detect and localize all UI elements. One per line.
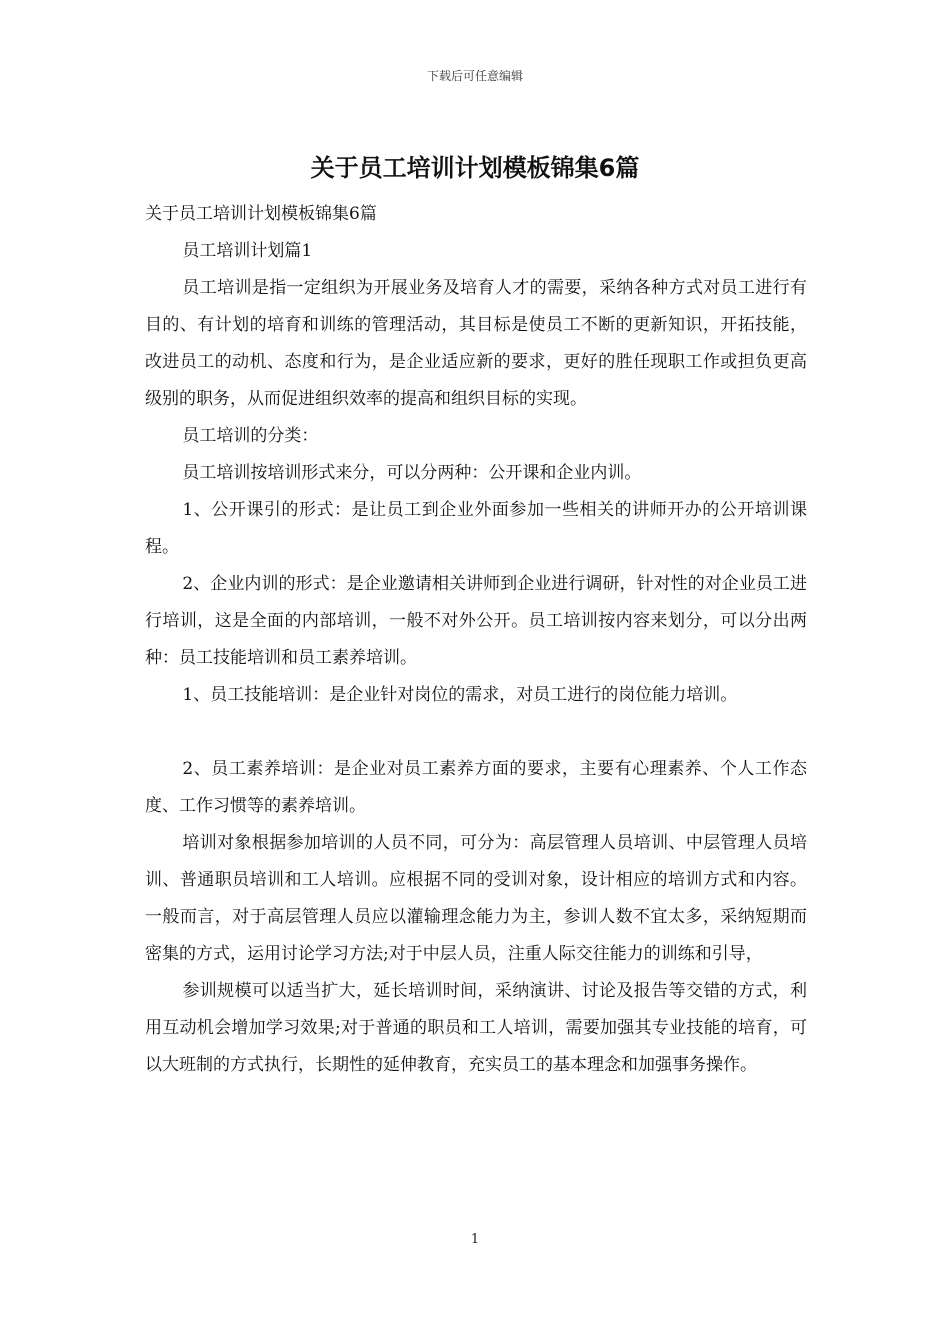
header-note: 下载后可任意编辑 — [426, 69, 523, 83]
paragraph: 员工培训的分类： — [182, 426, 319, 446]
paragraph: 1、员工技能培训：是企业针对岗位的需求，对员工进行的岗位能力培训。 — [182, 685, 738, 705]
paragraph: 1、公开课引的形式：是让员工到企业外面参加一些相关的讲师开办的公开培训课程。 — [145, 500, 807, 557]
paragraph: 员工培训按培训形式来分，可以分两种：公开课和企业内训。 — [182, 463, 642, 483]
document-title: 关于员工培训计划模板锦集6篇 — [310, 154, 640, 182]
section-heading: 员工培训计划篇1 — [182, 241, 313, 261]
document-subtitle: 关于员工培训计划模板锦集6篇 — [145, 204, 377, 224]
paragraph: 2、员工素养培训：是企业对员工素养方面的要求，主要有心理素养、个人工作态度、工作习惯等的素养培训。 — [145, 759, 807, 816]
paragraph: 培训对象根据参加培训的人员不同，可分为：高层管理人员培训、中层管理人员培训、普通职员培训和工人培训。应根据不同的受训对象，设计相应的培训方式和内容。一般而言，对于高层管理人员应以灌输理念能力为主，参训人数不宜太多，采纳短期而密集的方式，运用讨论学习方法;对于中层人员，注重人际交往能力的训练和引导， — [145, 833, 807, 964]
document-body — [145, 196, 807, 1084]
page-number: 1 — [470, 1232, 480, 1247]
paragraph: 员工培训是指一定组织为开展业务及培育人才的需要，采纳各种方式对员工进行有目的、有计划的培育和训练的管理活动，其目标是使员工不断的更新知识，开拓技能，改进员工的动机、态度和行为，是企业适应新的要求，更好的胜任现职工作或担负更高级别的职务，从而促进组织效率的提高和组织目标的实现。 — [145, 278, 807, 409]
paragraph: 2、企业内训的形式：是企业邀请相关讲师到企业进行调研，针对性的对企业员工进行培训，这是全面的内部培训，一般不对外公开。员工培训按内容来划分，可以分出两种：员工技能培训和员工素养培训。 — [145, 574, 807, 668]
paragraph: 参训规模可以适当扩大，延长培训时间，采纳演讲、讨论及报告等交错的方式，利用互动机会增加学习效果;对于普通的职员和工人培训，需要加强其专业技能的培育，可以大班制的方式执行，长期性的延伸教育，充实员工的基本理念和加强事务操作。 — [145, 981, 807, 1075]
